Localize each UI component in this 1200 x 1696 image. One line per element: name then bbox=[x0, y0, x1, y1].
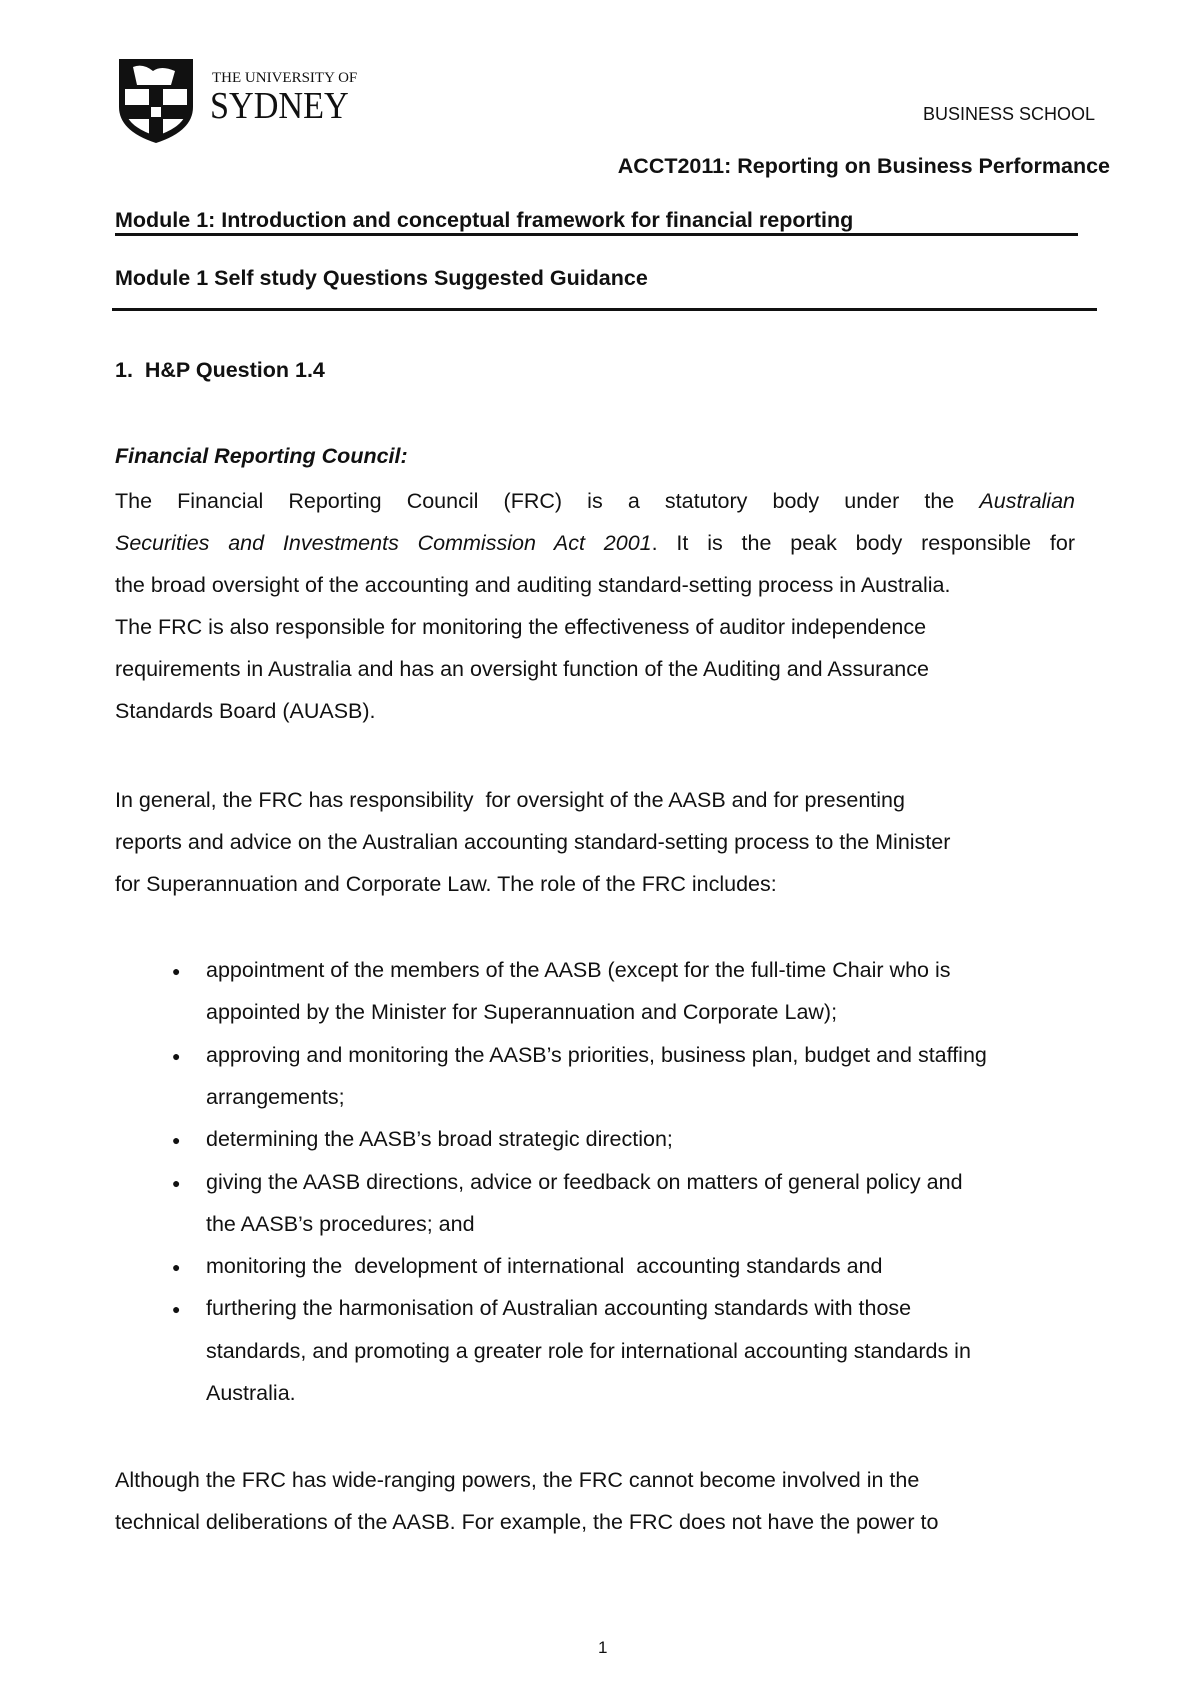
paragraph-1-line: Standards Board (AUASB). bbox=[115, 699, 376, 723]
bullet-icon: ● bbox=[172, 963, 181, 979]
paragraph-1-line bbox=[115, 531, 1075, 556]
paragraph-1-line: the broad oversight of the accounting and auditing standard-setting process in Australia. bbox=[115, 573, 951, 597]
list-item-line: the AASB’s procedures; and bbox=[206, 1211, 475, 1236]
university-logo bbox=[115, 55, 197, 150]
logo-text-sydney: SYDNEY bbox=[210, 85, 349, 127]
list-item-line: giving the AASB directions, advice or feedback on matters of general policy and bbox=[206, 1169, 963, 1194]
bullet-icon: ● bbox=[172, 1132, 181, 1149]
paragraph-1-line: The FRC is also responsible for monitoring the effectiveness of auditor independence bbox=[115, 615, 927, 639]
school-name: BUSINESS SCHOOL bbox=[922, 104, 1095, 124]
section-heading: Financial Reporting Council: bbox=[115, 444, 408, 468]
paragraph-1-line bbox=[115, 489, 1075, 514]
act-name: Australian bbox=[979, 489, 1075, 513]
university-crest-icon bbox=[115, 55, 197, 145]
paragraph-3-line: technical deliberations of the AASB. For example, the FRC does not have the power to bbox=[115, 1510, 939, 1534]
paragraph-3-line: Although the FRC has wide-ranging powers, the FRC cannot become involved in the bbox=[115, 1468, 920, 1492]
bullet-icon: ● bbox=[172, 1047, 181, 1064]
act-name: Securities and Investments Commission Act 2001 bbox=[115, 531, 652, 555]
paragraph-2-line: reports and advice on the Australian accounting standard-setting process to the Minister bbox=[115, 830, 951, 854]
question-heading: 1. H&P Question 1.4 bbox=[115, 358, 325, 382]
list-item-line: standards, and promoting a greater role for international accounting standards in bbox=[206, 1338, 971, 1363]
page-number: 1 bbox=[598, 1638, 608, 1657]
bullet-icon: ● bbox=[172, 1301, 181, 1318]
list-item-line: Australia. bbox=[206, 1381, 296, 1405]
text: The Financial Reporting Council (FRC) is a statutory body under the bbox=[115, 489, 955, 513]
list-item-line: appointed by the Minister for Superannuation and Corporate Law); bbox=[206, 1000, 838, 1025]
paragraph-2-line: In general, the FRC has responsibility for oversight of the AASB and for presenting bbox=[115, 788, 905, 812]
list-item-line: determining the AASB’s broad strategic direction; bbox=[206, 1127, 673, 1152]
course-title: ACCT2011: Reporting on Business Performance bbox=[617, 154, 1110, 178]
paragraph-2-line: for Superannuation and Corporate Law. The role of the FRC includes: bbox=[115, 872, 777, 896]
list-item-line: arrangements; bbox=[206, 1084, 345, 1109]
list-item-line: appointment of the members of the AASB (except for the full-time Chair who is bbox=[206, 958, 951, 982]
header-rule bbox=[112, 308, 1097, 311]
list-item-line: furthering the harmonisation of Australian accounting standards with those bbox=[206, 1296, 912, 1321]
list-item-line: approving and monitoring the AASB’s priorities, business plan, budget and staffing bbox=[206, 1042, 987, 1067]
module-title-underline bbox=[115, 233, 1078, 236]
bullet-icon: ● bbox=[172, 1259, 181, 1276]
text: . It is the peak body responsible for bbox=[651, 531, 1075, 555]
paragraph-1-line: requirements in Australia and has an oversight function of the Auditing and Assurance bbox=[115, 657, 929, 681]
bullet-icon: ● bbox=[172, 1174, 181, 1191]
logo-text-university-of: THE UNIVERSITY OF bbox=[212, 70, 358, 86]
document-subtitle: Module 1 Self study Questions Suggested Guidance bbox=[115, 266, 648, 290]
module-title: Module 1: Introduction and conceptual framework for financial reporting bbox=[115, 208, 854, 232]
list-item-line: monitoring the development of international accounting standards and bbox=[206, 1254, 883, 1279]
